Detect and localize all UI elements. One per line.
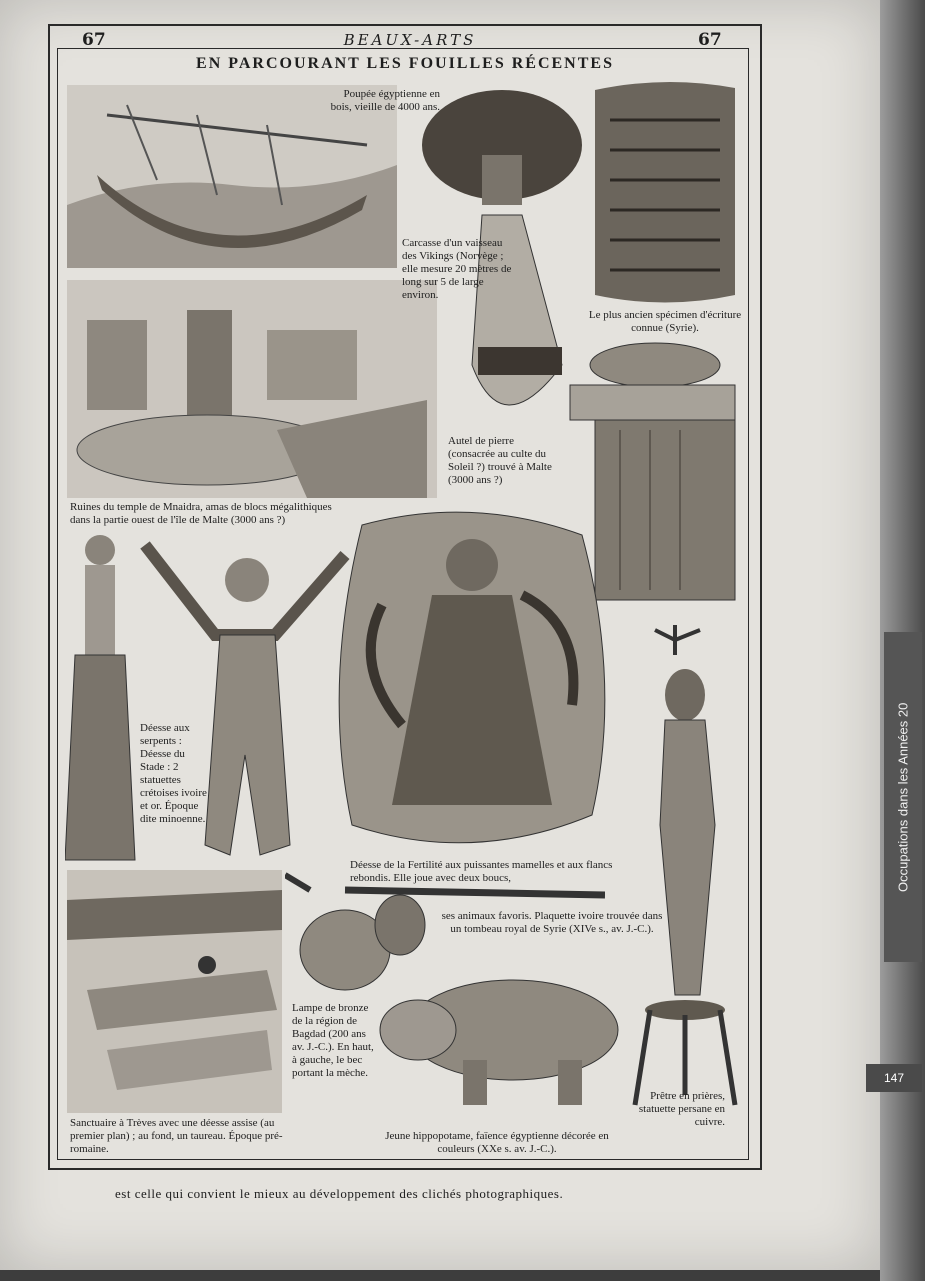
caption-doll: Poupée égyptienne en bois, vieille de 4000 ans. (330, 88, 440, 113)
page-number-right: 67 (698, 30, 722, 50)
caption-mnaidra: Ruines du temple de Mnaidra, amas de blocs mégalithiques dans la partie ouest de l'île de Malte (3000 ans ?) (70, 501, 332, 526)
caption-viking-ship: Carcasse d'un vaisseau des Vikings (Norvège ; elle mesure 20 mètres de long sur 5 de large environ. (402, 237, 512, 301)
side-tab-text: Occupations dans les Années 20 (895, 702, 911, 892)
caption-fertility-a: Déesse de la Fertilité aux puissantes mamelles et aux flancs rebondis. Elle joue avec deux boucs, (350, 859, 613, 884)
caption-sanctuary: Sanctuaire à Trèves avec une déesse assise (au premier plan) ; au fond, un taureau. Époque pré-romaine. (70, 1117, 283, 1155)
caption-fertility-b: ses animaux favoris. Plaquette ivoire trouvée dans un tombeau royal de Syrie (XIVe s., av. J.-C.). (441, 910, 663, 935)
hippopotamus-illustration (378, 970, 623, 1110)
side-tab-label (884, 632, 922, 962)
mnaidra-ruins-illustration (67, 280, 437, 498)
sanctuary-illustration (67, 870, 282, 1113)
page-number-tab: 147 (866, 1064, 922, 1092)
page-number-left: 67 (82, 30, 106, 50)
caption-priest: Prêtre en prières, statuette persane en cuivre. (638, 1090, 725, 1128)
caption-snake-goddesses: Déesse aux serpents : Déesse du Stade : 2 statuettes crétoises ivoire et or. Époque dite minoenne. (140, 722, 207, 825)
snake-goddesses-illustration (65, 525, 355, 870)
fertility-plaque-illustration (322, 505, 622, 855)
page-title: EN PARCOURANT LES FOUILLES RÉCENTES (196, 55, 614, 72)
bottom-line-text: est celle qui convient le mieux au développement des clichés photographiques. (115, 1186, 564, 1201)
caption-writing: Le plus ancien spécimen d'écriture connue (Syrie). (588, 309, 742, 334)
priest-statuette-illustration (625, 625, 745, 1115)
cuneiform-tablet-illustration (590, 80, 740, 305)
magazine-name: BEAUX-ARTS (343, 31, 477, 49)
caption-lamp: Lampe de bronze de la région de Bagdad (200 ans av. J.-C.). En haut, à gauche, le bec portant la mèche. (292, 1002, 374, 1079)
caption-hippopotamus: Jeune hippopotame, faïence égyptienne décorée en couleurs (XXe s. av. J.-C.). (385, 1130, 609, 1155)
caption-altar: Autel de pierre (consacrée au culte du Soleil ?) trouvé à Malte (3000 ans ?) (448, 435, 552, 486)
